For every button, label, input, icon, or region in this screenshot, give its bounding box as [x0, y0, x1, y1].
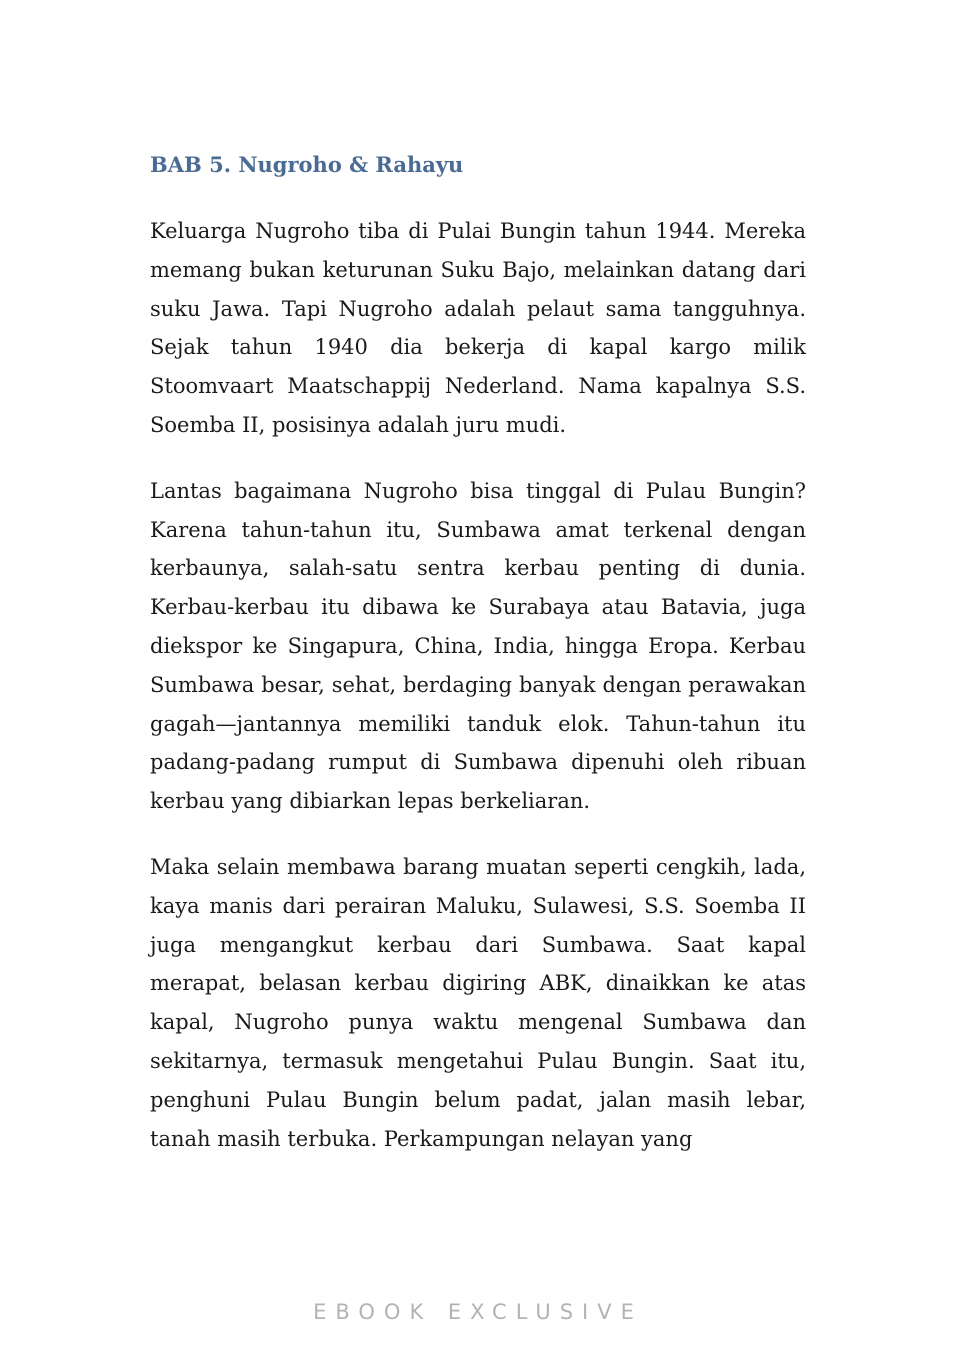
page-content	[150, 150, 806, 1185]
paragraph-3: Maka selain membawa barang muatan seperti cengkih, lada, kaya manis dari perairan Maluku, Sulawesi, S.S. Soemba II juga mengangkut kerbau dari Sumbawa. Saat kapal merapat, belasan kerbau digiring ABK, dinaikkan ke atas kapal, Nugroho punya waktu mengenal Sumbawa dan sekitarnya, termasuk mengetahui Pulau Bungin. Saat itu, penghuni Pulau Bungin belum padat, jalan masih lebar, tanah masih terbuka. Perkampungan nelayan yang	[150, 854, 806, 1151]
chapter-title: BAB 5. Nugroho & Rahayu	[150, 152, 464, 177]
paragraph-2: Lantas bagaimana Nugroho bisa tinggal di Pulau Bungin? Karena tahun-tahun itu, Sumbawa amat terkenal dengan kerbaunya, salah-satu sentra kerbau penting di dunia. Kerbau-kerbau itu dibawa ke Surabaya atau Batavia, juga diekspor ke Singapura, China, India, hingga Eropa. Kerbau Sumbawa besar, sehat, berdaging banyak dengan perawakan gagah—jantannya memiliki tanduk elok. Tahun-tahun itu padang-padang rumput di Sumbawa dipenuhi oleh ribuan kerbau yang dibiarkan lepas berkeliaran.	[150, 478, 806, 814]
paragraph-1: Keluarga Nugroho tiba di Pulai Bungin tahun 1944. Mereka memang bukan keturunan Suku Bajo, melainkan datang dari suku Jawa. Tapi Nugroho adalah pelaut sama tangguhnya. Sejak tahun 1940 dia bekerja di kapal kargo milik Stoomvaart Maatschappij Nederland. Nama kapalnya S.S. Soemba II, posisinya adalah juru mudi.	[150, 219, 806, 437]
footer-watermark: EBOOK EXCLUSIVE	[313, 1300, 643, 1324]
